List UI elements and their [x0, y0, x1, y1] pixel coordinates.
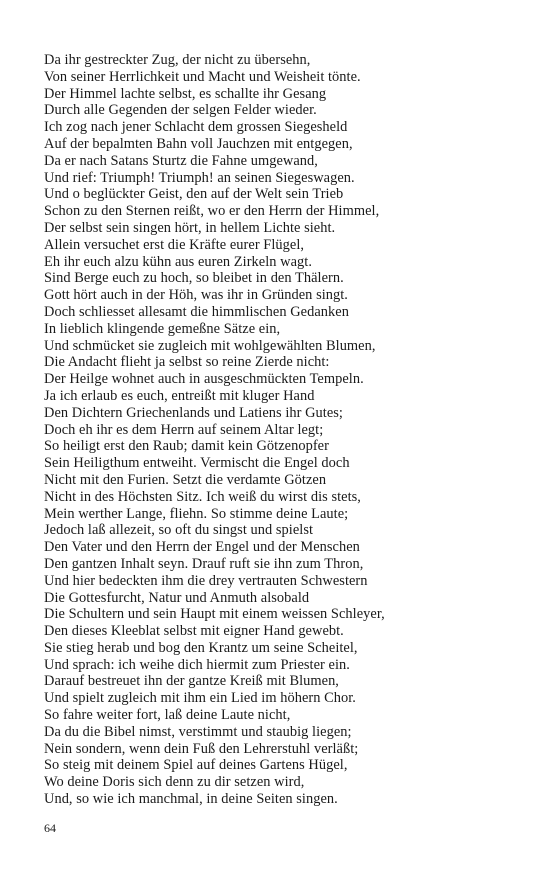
poem-line: Den dieses Kleeblat selbst mit eigner Hand gewebt.	[44, 623, 344, 640]
poem-line: Der Heilge wohnet auch in ausgeschmückten Tempeln.	[44, 371, 364, 388]
poem-line: Und o beglückter Geist, den auf der Welt sein Trieb	[44, 186, 344, 203]
poem-line: Nein sondern, wenn dein Fuß den Lehrerstuhl verläßt;	[44, 740, 359, 757]
poem-line: So heiligt erst den Raub; damit kein Götzenopfer	[44, 438, 329, 455]
poem-line: Doch eh ihr es dem Herrn auf seinem Altar legt;	[44, 421, 324, 438]
page-number: 64	[44, 821, 56, 835]
poem-line: Da du die Bibel nimst, verstimmt und staubig liegen;	[44, 723, 352, 740]
poem-line: In lieblich klingende gemeßne Sätze ein,	[44, 320, 281, 337]
poem-line: Allein versuchet erst die Kräfte eurer Flügel,	[44, 236, 305, 253]
poem-line: Ja ich erlaub es euch, entreißt mit kluger Hand	[44, 387, 315, 404]
poem-text	[44, 52, 534, 808]
poem-line: Ich zog nach jener Schlacht dem grossen Siegesheld	[44, 119, 348, 136]
poem-line: Darauf bestreuet ihn der gantze Kreiß mit Blumen,	[44, 673, 339, 690]
poem-line: Der Himmel lachte selbst, es schallte ihr Gesang	[44, 85, 327, 102]
poem-line: Wo deine Doris sich denn zu dir setzen wird,	[44, 774, 305, 791]
poem-line: Nicht mit den Furien. Setzt die verdamte Götzen	[44, 471, 327, 488]
poem-line: Eh ihr euch alzu kühn aus euren Zirkeln wagt.	[44, 253, 312, 270]
poem-line: Von seiner Herrlichkeit und Macht und Weisheit tönte.	[44, 68, 361, 85]
poem-line: Doch schliesset allesamt die himmlischen Gedanken	[44, 303, 349, 320]
poem-line: Der selbst sein singen hört, in hellem Lichte sieht.	[44, 219, 336, 236]
poem-line: Jedoch laß allezeit, so oft du singst und spielst	[44, 522, 314, 539]
poem-line: Den Dichtern Griechenlands und Latiens ihr Gutes;	[44, 404, 343, 421]
poem-line: Den Vater und den Herrn der Engel und der Menschen	[44, 539, 360, 556]
poem-line: Und spielt zugleich mit ihm ein Lied im höhern Chor.	[44, 690, 356, 707]
poem-line: Mein werther Lange, fliehn. So stimme deine Laute;	[44, 505, 349, 522]
poem-line: Nicht in des Höchsten Sitz. Ich weiß du wirst dis stets,	[44, 488, 361, 505]
poem-line: Auf der bepalmten Bahn voll Jauchzen mit entgegen,	[44, 135, 353, 152]
poem-line: Und rief: Triumph! Triumph! an seinen Siegeswagen.	[44, 169, 355, 186]
poem-line: Sein Heiligthum entweiht. Vermischt die Engel doch	[44, 455, 350, 472]
poem-line: Sie stieg herab und bog den Krantz um seine Scheitel,	[44, 639, 358, 656]
poem-line: Da ihr gestreckter Zug, der nicht zu übersehn,	[44, 52, 311, 68]
poem-line: Und schmücket sie zugleich mit wohlgewählten Blumen,	[44, 337, 376, 354]
poem-line: Und, so wie ich manchmal, in deine Seiten singen.	[44, 791, 338, 808]
poem-line: Da er nach Satans Sturtz die Fahne umgewand,	[44, 152, 318, 169]
poem-line: So fahre weiter fort, laß deine Laute nicht,	[44, 707, 291, 724]
poem-line: Schon zu den Sternen reißt, wo er den Herrn der Himmel,	[44, 203, 380, 220]
poem-line: Die Andacht flieht ja selbst so reine Zierde nicht:	[44, 354, 330, 371]
poem-line: Durch alle Gegenden der selgen Felder wieder.	[44, 102, 317, 119]
poem-line: Und hier bedeckten ihm die drey vertrauten Schwestern	[44, 572, 368, 589]
poem-line: Gott hört auch in der Höh, was ihr in Gründen singt.	[44, 287, 348, 304]
poem-line: Den gantzen Inhalt seyn. Drauf ruft sie ihn zum Thron,	[44, 555, 364, 572]
poem-line: Sind Berge euch zu hoch, so bleibet in den Thälern.	[44, 270, 344, 287]
poem-line: Die Gottesfurcht, Natur und Anmuth alsobald	[44, 589, 310, 606]
poem-line: Und sprach: ich weihe dich hiermit zum Priester ein.	[44, 656, 350, 673]
poem-line: Die Schultern und sein Haupt mit einem weissen Schleyer,	[44, 606, 385, 623]
poem-line: So steig mit deinem Spiel auf deines Gartens Hügel,	[44, 757, 348, 774]
